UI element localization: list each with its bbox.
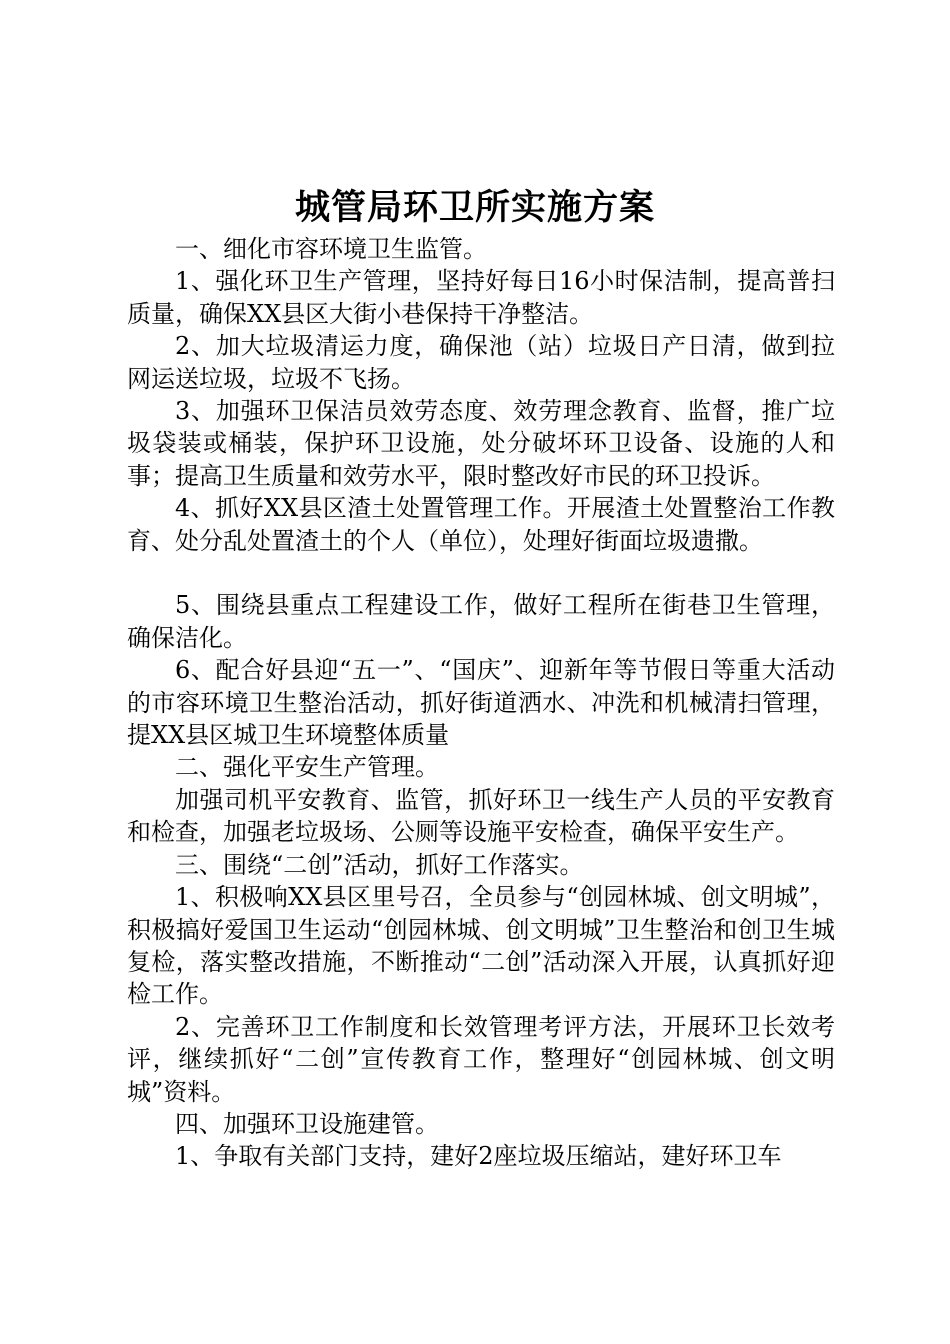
paragraph-3-2: 2、完善环卫工作制度和长效管理考评方法，开展环卫长效考评，继续抓好“二创”宣传教育工作，整理好“创园林城、创文明城”资料。 xyxy=(127,1012,835,1106)
paragraph-1-5: 5、围绕县重点工程建设工作，做好工程所在街巷卫生管理，确保洁化。 xyxy=(127,591,835,652)
paragraph-2-1: 加强司机平安教育、监管，抓好环卫一线生产人员的平安教育和检查，加强老垃圾场、公厕等设施平安检查，确保平安生产。 xyxy=(127,785,835,847)
paragraph-4-1: 1、争取有关部门支持，建好2座垃圾压缩站，建好环卫车 xyxy=(175,1142,782,1171)
paragraph-1-6: 6、配合好县迎“五一”、“国庆”、迎新年等节假日等重大活动的市容环境卫生整治活动，抓好街道洒水、冲洗和机械清扫管理，提XX县区城卫生环境整体质量 xyxy=(127,656,835,750)
paragraph-3-1: 1、积极响XX县区里号召，全员参与“创园林城、创文明城”，积极搞好爱国卫生运动“创园林城、创文明城”卫生整治和创卫生城复检，落实整改措施，不断推动“二创”活动深入开展，认真抓好迎检工作。 xyxy=(127,883,835,1009)
paragraph-1-3: 3、加强环卫保洁员效劳态度、效劳理念教育、监督，推广垃圾袋装或桶装，保护环卫设施，处分破坏环卫设备、设施的人和事；提高卫生质量和效劳水平，限时整改好市民的环卫投诉。 xyxy=(127,397,835,490)
section-heading-3: 三、围绕“二创”活动，抓好工作落实。 xyxy=(175,850,584,879)
document-title: 城管局环卫所实施方案 xyxy=(294,187,655,228)
section-heading-1: 一、细化市容环境卫生监管。 xyxy=(175,235,487,263)
section-heading-2: 二、强化平安生产管理。 xyxy=(175,753,439,782)
document-body xyxy=(127,233,835,1173)
section-heading-4: 四、加强环卫设施建管。 xyxy=(175,1109,439,1138)
paragraph-1-1: 1、强化环卫生产管理，坚持好每日16小时保洁制，提高普扫质量，确保XX县区大街小巷保持干净整洁。 xyxy=(127,267,835,328)
paragraph-1-2: 2、加大垃圾清运力度，确保池（站）垃圾日产日清，做到拉网运送垃圾，垃圾不飞扬。 xyxy=(127,332,835,393)
paragraph-1-4: 4、抓好XX县区渣土处置管理工作。开展渣土处置整治工作教育、处分乱处置渣土的个人（单位），处理好街面垃圾遗撒。 xyxy=(127,494,835,555)
